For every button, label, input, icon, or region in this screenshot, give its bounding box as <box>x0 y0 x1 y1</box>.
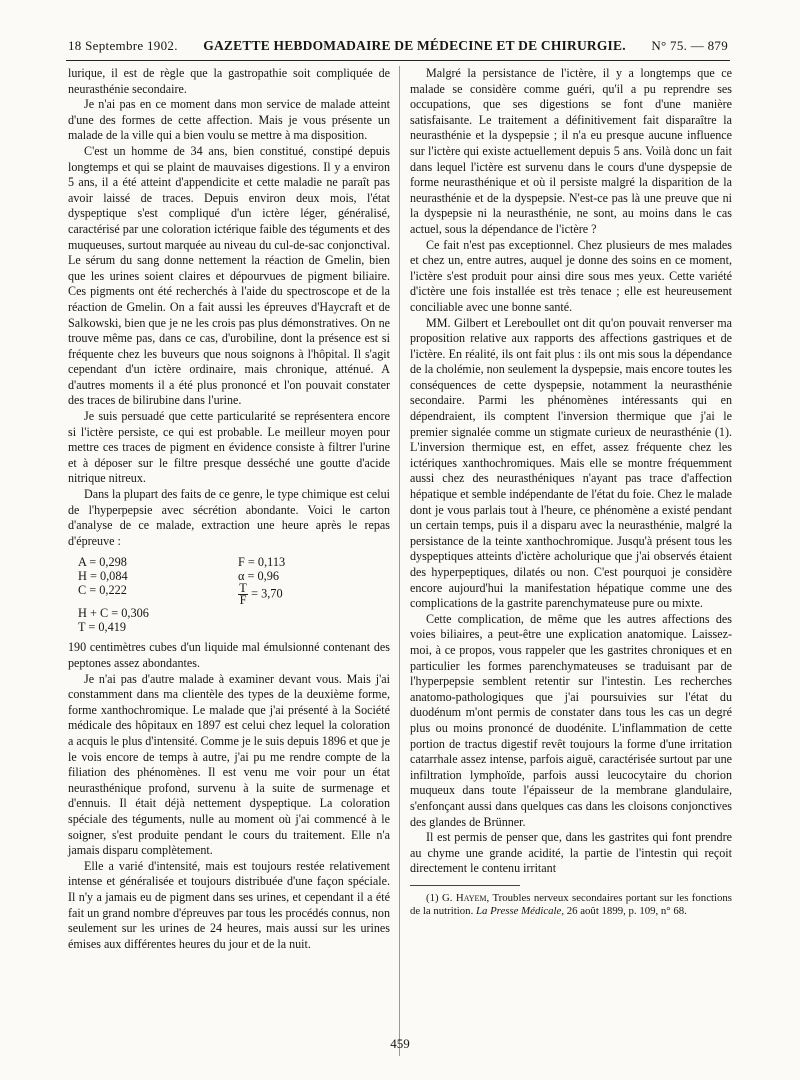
left-column <box>68 66 390 952</box>
journal-title: GAZETTE HEBDOMADAIRE DE MÉDECINE ET DE CHIRURGIE. <box>203 38 626 53</box>
formula-value: A = 0,298 <box>78 555 127 570</box>
formula-ratio <box>238 583 388 606</box>
paragraph: Je suis persuadé que cette particularité se représentera encore si l'ictère persiste, ce qui est probable. Le meilleur moyen pour mettre ces traces de pigment en évidence consiste à filtrer l'urine et à déposer sur le filtre presque desséché une goutte d'acide nitrique nitreux. <box>68 409 390 486</box>
fraction-numerator: T <box>239 581 247 596</box>
paragraph: Je n'ai pas d'autre malade à examiner devant vous. Mais j'ai constamment dans ma clientèle des types de la deuxième forme, forme xanthochromique. Le malade que j'ai présenté à la Société médicale des hôpitaux en 1897 est celui chez lequel la coloration a acquis le plus d'intensité. Comme je le suis depuis 1896 et que je le vois encore de temps à autre, j'ai pu me rendre compte de la filiation des phénomènes. Il est venu me voir pour un état neurasthénique profond, survenu à la suite de surmenage et d'ennuis. Il était déjà nettement dyspeptique. La coloration spéciale des téguments, nulle au moment où j'ai commencé à le soigner, s'est produite pendant le cours du traitement. Elle n'a jamais disparu complètement. <box>68 671 390 858</box>
page-number: 459 <box>390 1036 410 1051</box>
paragraph: C'est un homme de 34 ans, bien constitué, constipé depuis longtemps et qui se plaint de mauvaises digestions. Il y a environ 5 ans, il a été atteint d'appendicite et cette maladie ne paraît pas avoir laissé de traces. Depuis environ deux mois, l'état dyspeptique s'est compliqué d'un ictère léger, généralisé, caractérisé par une coloration ictérique faible des téguments et des muqueuses, surtout marquée au niveau du cul-de-sac conjonctival. Le sérum du sang donne nettement la réaction de Gmelin, bien que les urines soient claires et dépourvues de pigment biliaire. Ces pigments ont été recherchés à l'aide du spectroscope et de la réaction de Gmelin. On a fait aussi les épreuves d'Haycraft et de Salkowski, bien que je ne les crois pas plus démonstratives. On ne trouve même pas, dans ce cas, d'urobiline, dont la présence est si fréquente chez les buveurs que nous soignons à l'hôpital. Il s'agit cependant d'un ictère ordinaire, mais chronique, atténué. A d'autres moments il a été plus prononcé et l'on pouvait constater des traces de bilirubine dans l'urine. <box>68 143 390 408</box>
paragraph: Elle a varié d'intensité, mais est toujours restée relativement intense et généralisée et toujours distribuée d'une façon spéciale. Il n'y a jamais eu de pigment dans ses urines, et cependant il a été fait un grand nombre d'épreuves par tous les procédés connus, non seulement sur les urines de 24 heures, mais aussi sur les urines émises aux différentes heures du jour et de la nuit. <box>68 858 390 951</box>
header-date: 18 Septembre 1902. <box>68 38 178 53</box>
footnote-tail: 26 août 1899, p. 109, n° 68. <box>564 905 687 918</box>
footnote <box>410 892 732 919</box>
paragraph: Il est permis de penser que, dans les gastrites qui font prendre au chyme une grande acidité, la partie de l'intestin qui reçoit directement le contenu irritant <box>410 830 732 876</box>
right-column <box>410 66 732 919</box>
formula-value: T = 0,419 <box>78 620 127 635</box>
paragraph: Cette complication, de même que les autres affections des voies biliaires, a peut-être une explication anatomique. Laissez-moi, à ce propos, vous rappeler que les gastrites chroniques et en particulier les formes parenchymateuses se traduisant par de l'hyperpepsie semblent retentir sur l'intestin. Les recherches anatomo-pathologiques que j'ai poursuivies sur l'état du duodénum m'ont permis de constater dans tous les cas un degré plus ou moins prononcé de duodénite. L'inflammation de cette portion de tractus digestif revêt toujours la forme d'une irritation catarrhale assez intense, parfois aiguë, caractérisée surtout par une infiltration lymphoïde, parfois aussi leucocytaire du chorion muqueux dans toute l'épaisseur de la membrane glandulaire, s'enfonçant aussi dans quelques cas dans les cloisons conjonctives des glandes de Brünner. <box>410 611 732 829</box>
formula-value: C = 0,222 <box>78 583 127 598</box>
paragraph: lurique, il est de règle que la gastropathie soit compliquée de neurasthénie secondaire. <box>68 66 390 96</box>
formula-value: α = 0,96 <box>238 569 280 584</box>
paragraph: 190 centimètres cubes d'un liquide mal émulsionné contenant des peptones assez abondantes. <box>68 640 390 670</box>
footnote-rule <box>410 885 520 886</box>
fraction-denominator: F <box>239 593 247 608</box>
paragraph: Ce fait n'est pas exceptionnel. Chez plusieurs de mes malades et chez un, entre autres, auquel je donne des soins en ce moment, l'ictère s'est produit pour ainsi dire sous mes yeux. Cette variété d'ictère une fois installée est très tenace ; elle est heureusement conciliable avec une bonne santé. <box>410 237 732 314</box>
formula-value: F = 0,113 <box>238 555 286 570</box>
paragraph: Dans la plupart des faits de ce genre, le type chimique est celui de l'hyperpepsie avec sécrétion abondante. Voici le carton d'analyse de ce malade, extraction une heure après le repas d'épreuve : <box>68 487 390 548</box>
paragraph: MM. Gilbert et Lereboullet ont dit qu'on pouvait renverser ma proposition relative aux rapports des affections gastriques et de l'ictère. En réalité, ils ont fait plus : ils ont mis sous la dépendance de la cholémie, non seulement la dyspepsie, mais encore toutes les conséquences de cette dyspepsie, notamment la neurasthénie secondaire. Parmi les phénomènes intéressants qui en dépendraient, ils comptent l'inversion thermique que j'ai le premier signalée comme un stigmate curieux de neurasthénie (1). L'inversion thermique est, en effet, assez fréquente chez les ictériques xanthochromiques. Mais elle se montre fréquemment aussi chez des neurasthéniques n'ayant pas trace d'affection hépatique et semble indépendante de l'état du foie. Chez le malade dont je vous parlais tout à l'heure, ce phénomène a existé pendant un certain temps, puis il a disparu avec la neurasthénie, malgré la persistance de la teinte xanthochromique. Jusqu'à présent tous les dyspeptiques atteints d'ictère acholurique que j'ai observés étaient des hyperpeptiques, dilatés ou non. C'est pourquoi je considère encore aujourd'hui la manifestation hépatique comme une des complications de la gastrite parenchymateuse pure ou mixte. <box>410 315 732 611</box>
fraction <box>238 583 248 606</box>
column-divider <box>399 66 400 1056</box>
paragraph: Je n'ai pas en ce moment dans mon service de malade atteint d'une des formes de cette affection. Mais je vous présente un malade de la ville qui a bien voulu se mettre à ma disposition. <box>68 97 390 143</box>
paragraph: Malgré la persistance de l'ictère, il y a longtemps que ce malade se considère comme guéri, qu'il a pu reprendre ses occupations, que ses digestions se font d'une manière satisfaisante. Le traitement a définitivement fait disparaître la neurasthénie et la dyspepsie ; il n'a eu presque aucune influence sur l'ictère qui existe actuellement depuis 5 ans. Voilà donc un fait dans lequel l'ictère est survenu dans le cours d'une dyspepsie de forme neurasthénique et où il persiste malgré la disparition de la neurasthénie et de la dyspepsie. N'est-ce pas là une preuve que ni la dyspepsie ni la neurasthénie, ne sont, au moins dans le cas actuel, sous la dépendance de l'ictère ? <box>410 66 732 236</box>
formula-value: H = 0,084 <box>78 569 128 584</box>
formula-value: H + C = 0,306 <box>78 606 149 621</box>
footnote-text: Troubles nerveux secondaires portant sur les fonctions de la nutrition. <box>410 891 732 918</box>
fraction-value: = 3,70 <box>251 586 283 601</box>
issue-number: N° 75. — 879 <box>651 38 728 53</box>
gastric-analysis-formula <box>78 555 390 634</box>
footnote-author: (1) G. Hayem, <box>426 891 490 904</box>
header-rule <box>66 60 730 61</box>
running-header <box>68 38 728 54</box>
footnote-journal: La Presse Médicale, <box>473 905 565 918</box>
